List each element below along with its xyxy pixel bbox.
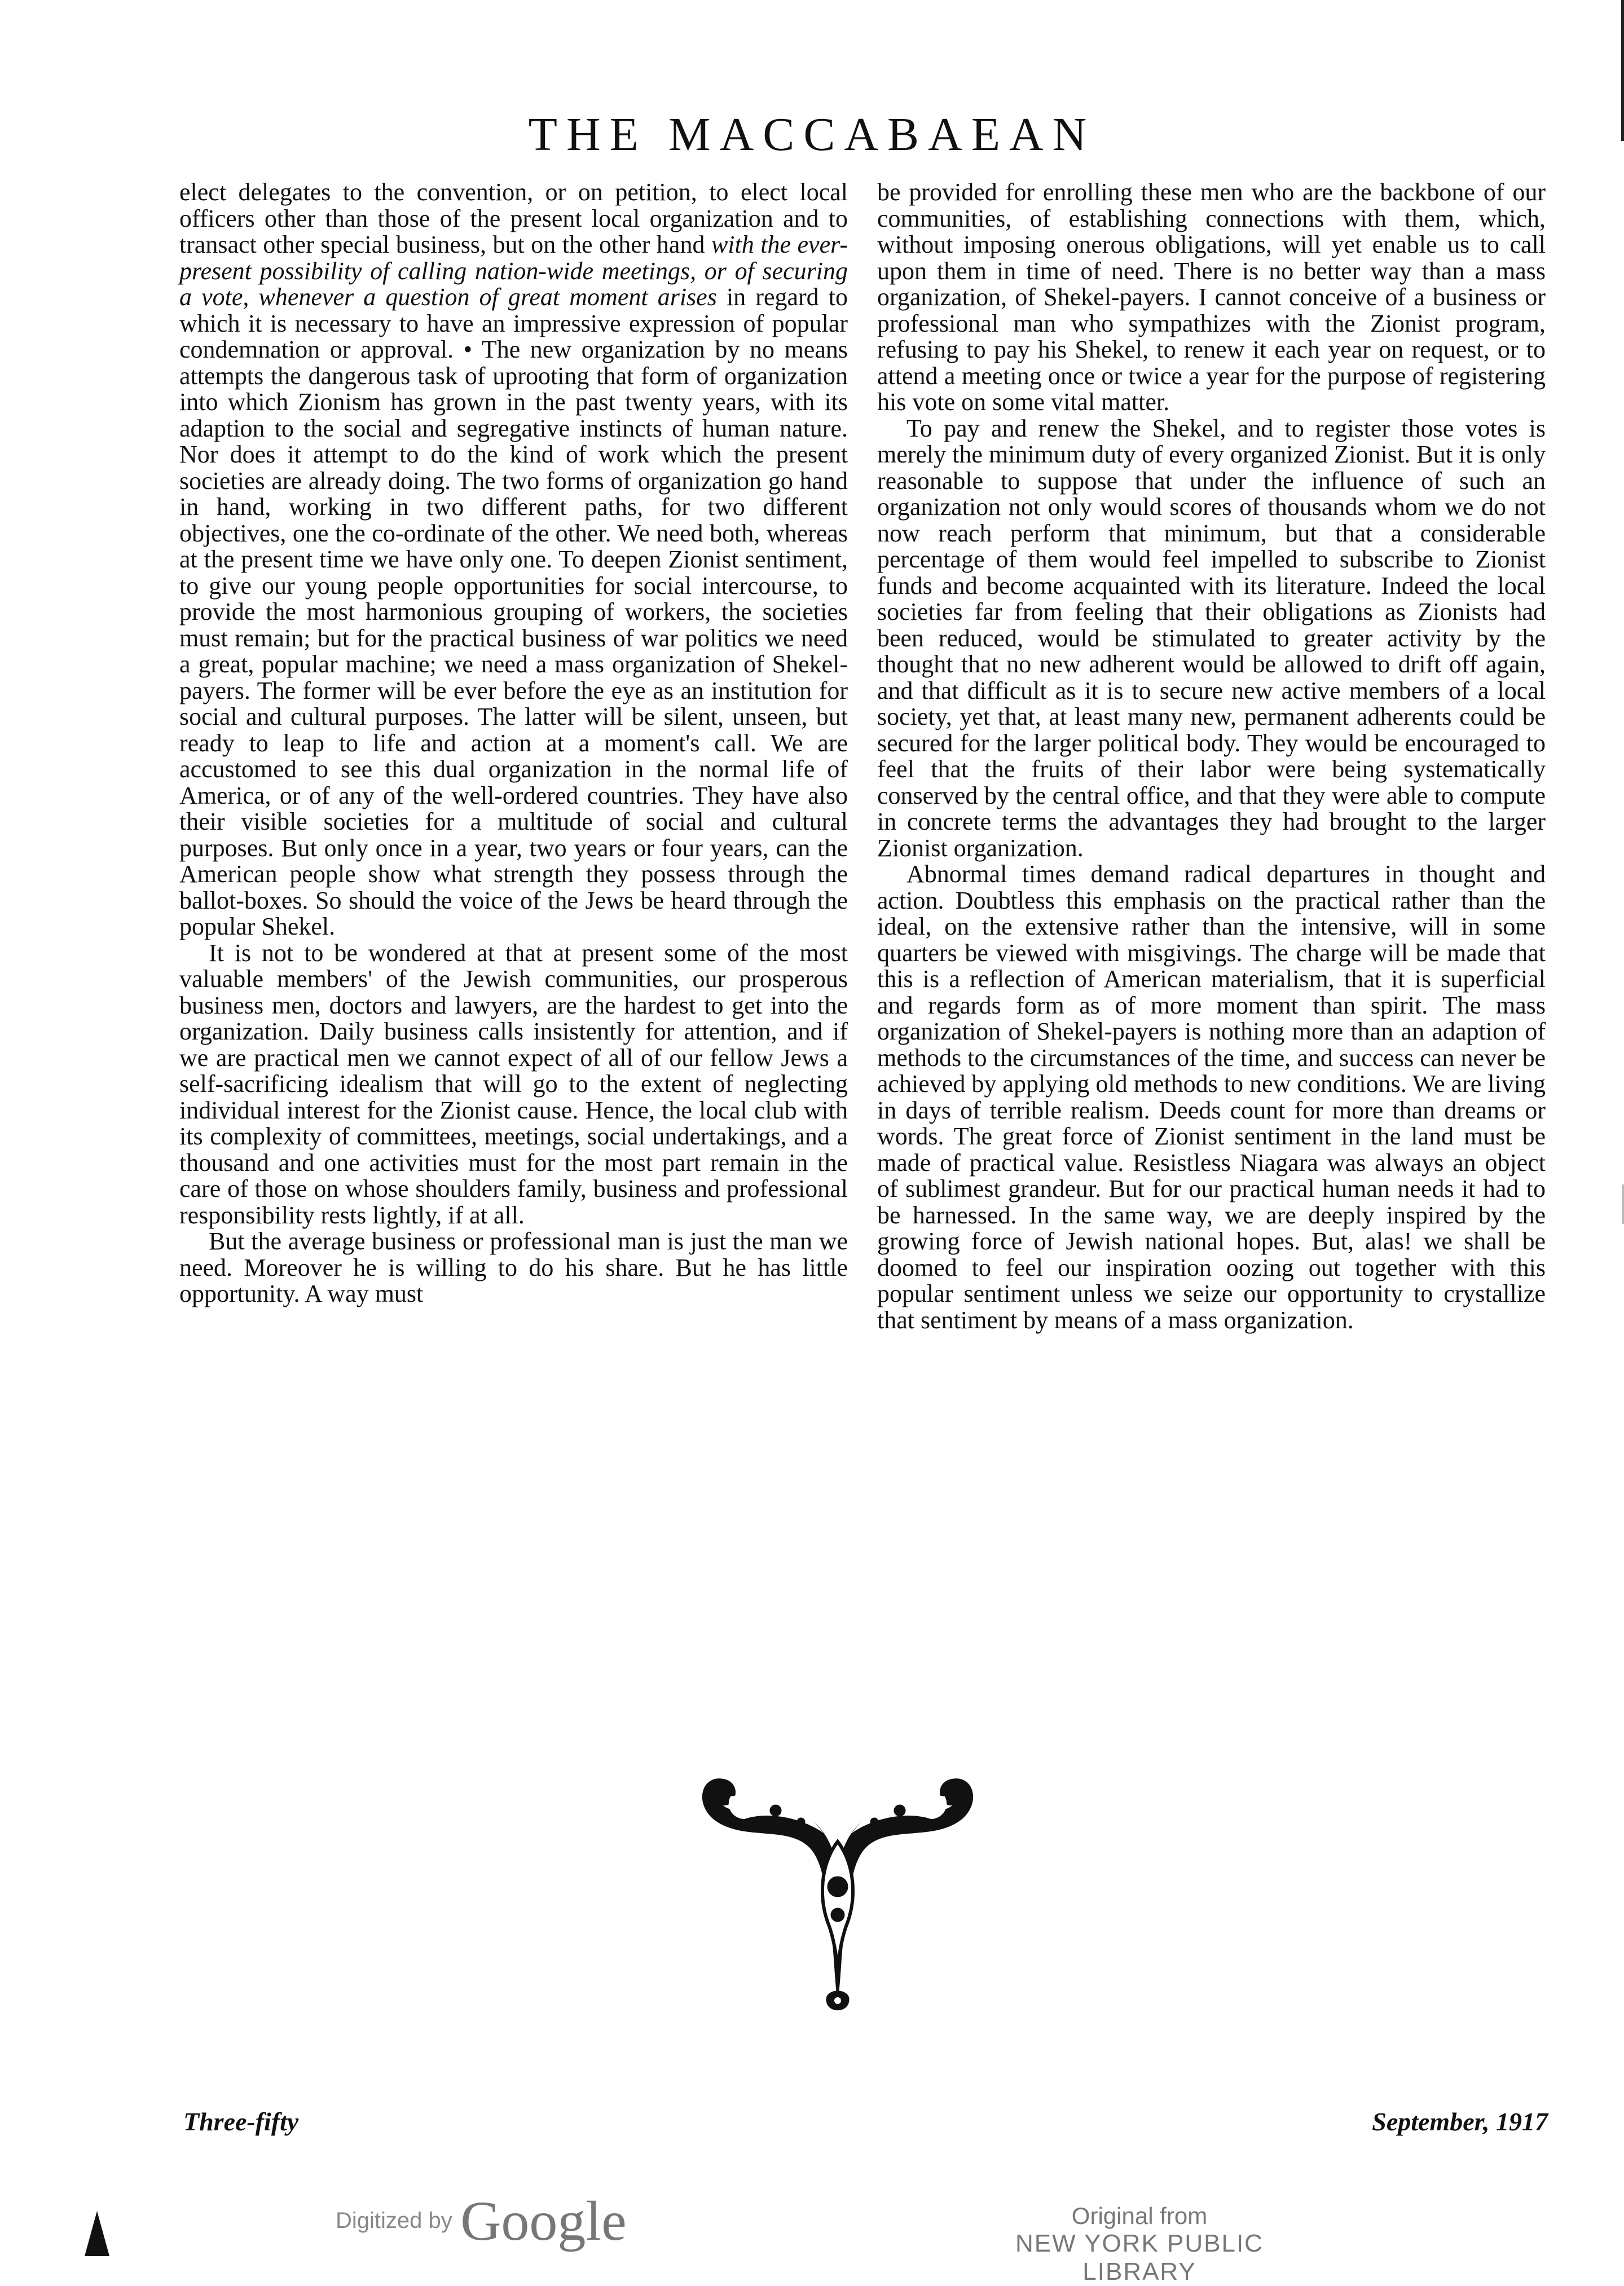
- right-paragraph-2: To pay and renew the Shekel, and to register those votes is merely the minimum duty of every organized Zionist. But it is only reasonable to suppose that under the influence of such an organization not only would scores of thousands whom we do not now reach perform that minimum, but that a considerable percentage of them would feel impelled to subscribe to Zionist funds and become acquainted with its literature. Indeed the local societies far from feeling that their obligations as Zionists had been reduced, would be stimulated to greater activity by the thought that no new adherent would be allowed to drift off again, and that difficult as it is to secure new active members of a local society, yet that, at least many new, permanent adherents could be secured for the larger political body. They would be encouraged to feel that the fruits of their labor were being systematically conserved by the central office, and that they were able to compute in concrete terms the advantages they had brought to the larger Zionist organization.: [877, 414, 1546, 862]
- left-paragraph-1: [179, 179, 848, 940]
- google-logo: Google: [460, 2190, 627, 2252]
- left-paragraph-3: But the average business or professional man is just the man we need. Moreover he is willing to do his share. But he has little opportunity. A way must: [179, 1227, 848, 1307]
- library-name: NEW YORK PUBLIC LIBRARY: [1015, 2230, 1264, 2285]
- page-number: Three-fifty: [183, 2107, 299, 2136]
- floral-ornament-icon: [691, 1757, 984, 2022]
- page-title: THE MACCABAEAN: [528, 108, 1096, 161]
- original-source-watermark: [970, 2203, 1309, 2286]
- scan-artifact-mark: [85, 2211, 109, 2256]
- issue-date: September, 1917: [1372, 2107, 1548, 2136]
- scan-edge-mark: [1622, 1184, 1624, 1224]
- original-from-label: Original from: [1071, 2203, 1208, 2229]
- right-paragraph-3: Abnormal times demand radical departures in thought and action. Doubtless this emphasis on the practical rather than the ideal, on the extensive rather than the intensive, will in some quarters be viewed with misgivings. The charge will be made that this is a reflection of American materialism, that it is superficial and regards form as of more moment than spirit. The mass organization of Shekel-payers is nothing more than an adaption of methods to the circumstances of the time, and success can never be achieved by applying old methods to new conditions. We are living in days of terrible realism. Deeds count for more than dreams or words. The great force of Zionist sentiment in the land must be made of practical value. Resistless Niagara was always an object of sublimest grandeur. But for our practical human needs it had to be harnessed. In the same way, we are deeply inspired by the growing force of Jewish national hopes. But, alas! we shall be doomed to feel our inspiration oozing out together with this popular sentiment unless we seize our opportunity to crystallize that sentiment by means of a mass organization.: [877, 860, 1546, 1334]
- left-column: [179, 179, 848, 1307]
- right-column: [877, 179, 1546, 1333]
- digitized-by-watermark: [336, 2188, 627, 2253]
- left-paragraph-1-emphasis: with the ever-present possibility of calling nation-wide meetings, or of securing a vote, whenever a question of great moment arises: [179, 231, 848, 311]
- left-paragraph-1-start: elect delegates to the convention, or on petition, to elect local officers other than those of the present local organization and to transact other special business, but on the other hand: [179, 178, 848, 258]
- digitized-by-label: Digitized by: [336, 2208, 452, 2233]
- left-paragraph-1-end: in regard to which it is necessary to have an impressive expression of popular condemnation or approval. • The new organization by no means attempts the dangerous task of uprooting that form of organization into which Zionism has grown in the past twenty years, with its adaption to the social and segregative instincts of human nature. Nor does it attempt to do the kind of work which the present societies are already doing. The two forms of organization go hand in hand, working in two different paths, for two different objectives, one the co-ordinate of the other. We need both, whereas at the present time we have only one. To deepen Zionist sentiment, to give our young people opportunities for social intercourse, to provide the most harmonious grouping of workers, the societies must remain; but for the practical business of war politics we need a great, popular machine; we need a mass organization of Shekel-payers. The former will be ever before the eye as an institution for social and cultural purposes. The latter will be silent, unseen, but ready to leap to life and action at a moment's call. We are accustomed to see this dual organization in the normal life of America, or of any of the well-ordered countries. They have also their visible societies for a multitude of social and cultural purposes. But only once in a year, two years or four years, can the American people show what strength they possess through the ballot-boxes. So should the voice of the Jews be heard through the popular Shekel.: [179, 283, 848, 940]
- right-paragraph-1: be provided for enrolling these men who are the backbone of our communities, of establishing connections with them, which, without imposing onerous obligations, will yet enable us to call upon them in time of need. There is no better way than a mass organization, of Shekel-payers. I cannot conceive of a business or professional man who sympathizes with the Zionist program, refusing to pay his Shekel, to renew it each year on request, or to attend a meeting once or twice a year for the purpose of registering his vote on some vital matter.: [877, 178, 1546, 416]
- left-paragraph-2: It is not to be wondered at that at present some of the most valuable members' of the Jewish communities, our prosperous business men, doctors and lawyers, are the hardest to get into the organization. Daily business calls insistently for attention, and if we are practical men we cannot expect of all of our fellow Jews a self-sacrificing idealism that will go to the extent of neglecting individual interest for the Zionist cause. Hence, the local club with its complexity of committees, meetings, social undertakings, and a thousand and one activities must for the most part remain in the care of those on whose shoulders family, business and professional responsibility rests lightly, if at all.: [179, 939, 848, 1229]
